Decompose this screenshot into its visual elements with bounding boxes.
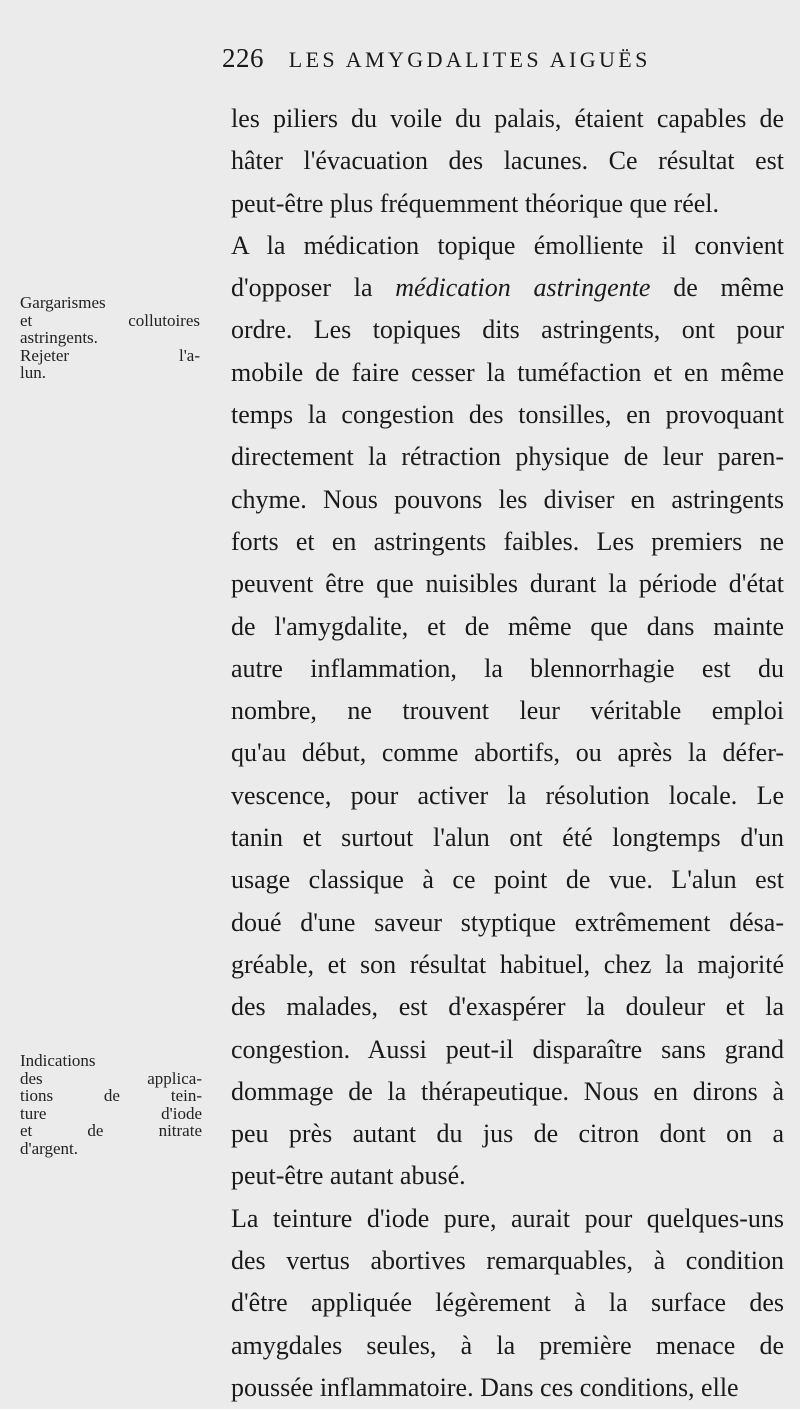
text-line: A la médication topique émolliente il convient (231, 230, 784, 260)
running-title: LES AMYGDALITES AIGUËS (288, 47, 651, 72)
text-line: mobile de faire cesser la tuméfaction et en même (231, 357, 784, 387)
margin-note-indications (20, 1052, 202, 1157)
margin-note-line: des applica- (20, 1068, 202, 1088)
text-line: vescence, pour activer la résolution locale. Le (231, 780, 784, 810)
margin-note-line: et collutoires (20, 310, 200, 330)
text-line: La teinture d'iode pure, aurait pour quelques-uns (231, 1203, 784, 1233)
margin-note-line: Indications (20, 1051, 96, 1070)
emphasis-medication-astringente: médication astringente (395, 273, 651, 303)
text-line: des vertus abortives remarquables, à condition (231, 1246, 784, 1276)
text-line: d'être appliquée légèrement à la surface des (231, 1288, 784, 1318)
text-segment: d'opposer la (231, 273, 396, 303)
text-line: gréable, et son résultat habituel, chez la majorité (231, 949, 784, 979)
margin-note-line: d'argent. (20, 1138, 78, 1158)
body-text (231, 98, 784, 1409)
margin-note-line: lun. (20, 363, 46, 382)
margin-note-line: astringents. (20, 328, 98, 347)
text-line: nombre, ne trouvent leur véritable emploi (231, 696, 784, 726)
text-line: amygdales seules, à la première menace de (231, 1330, 784, 1360)
text-line: peut-être autant abusé. (231, 1161, 466, 1191)
text-line: doué d'une saveur styptique extrêmement désa- (231, 907, 784, 937)
text-line: tanin et surtout l'alun ont été longtemps d'un (231, 823, 784, 853)
text-line: de l'amygdalite, et de même que dans mainte (231, 611, 784, 641)
text-line: des malades, est d'exaspérer la douleur et la (231, 992, 784, 1022)
text-line: les piliers du voile du palais, étaient capables de (231, 104, 784, 133)
text-line: forts et en astringents faibles. Les premiers ne (231, 526, 784, 556)
text-line: chyme. Nous pouvons les diviser en astringents (231, 484, 784, 514)
text-line: peut-être plus fréquemment théorique que réel. (231, 188, 720, 218)
page-number: 226 (222, 43, 264, 73)
text-line: peuvent être que nuisibles durant la période d'état (231, 569, 784, 599)
text-line: autre inflammation, la blennorrhagie est du (231, 653, 784, 683)
margin-note-gargarismes (20, 294, 200, 382)
text-line: directement la rétraction physique de leur paren- (231, 442, 784, 472)
text-line: dommage de la thérapeutique. Nous en dirons à (231, 1076, 784, 1106)
text-line: temps la congestion des tonsilles, en provoquant (231, 400, 784, 430)
text-line (231, 267, 784, 309)
margin-note-line: et de nitrate (20, 1121, 202, 1140)
text-line: usage classique à ce point de vue. L'alun est (231, 865, 784, 895)
margin-note-line: Rejeter l'a- (20, 345, 200, 365)
margin-note-line: Gargarismes (20, 293, 106, 312)
text-line: poussée inflammatoire. Dans ces conditions, elle (231, 1372, 739, 1402)
text-line: peu près autant du jus de citron dont on a (231, 1119, 784, 1149)
margin-note-line: tions de tein- (20, 1086, 202, 1105)
text-line: hâter l'évacuation des lacunes. Ce résultat est (231, 146, 784, 176)
margin-note-line: ture d'iode (20, 1103, 202, 1123)
page-header (222, 38, 782, 78)
text-line: congestion. Aussi peut-il disparaître sans grand (231, 1034, 784, 1064)
text-segment: de même (650, 273, 785, 303)
text-line: ordre. Les topiques dits astringents, ont pour (231, 315, 784, 345)
text-line: qu'au début, comme abortifs, ou après la défer- (231, 738, 784, 768)
